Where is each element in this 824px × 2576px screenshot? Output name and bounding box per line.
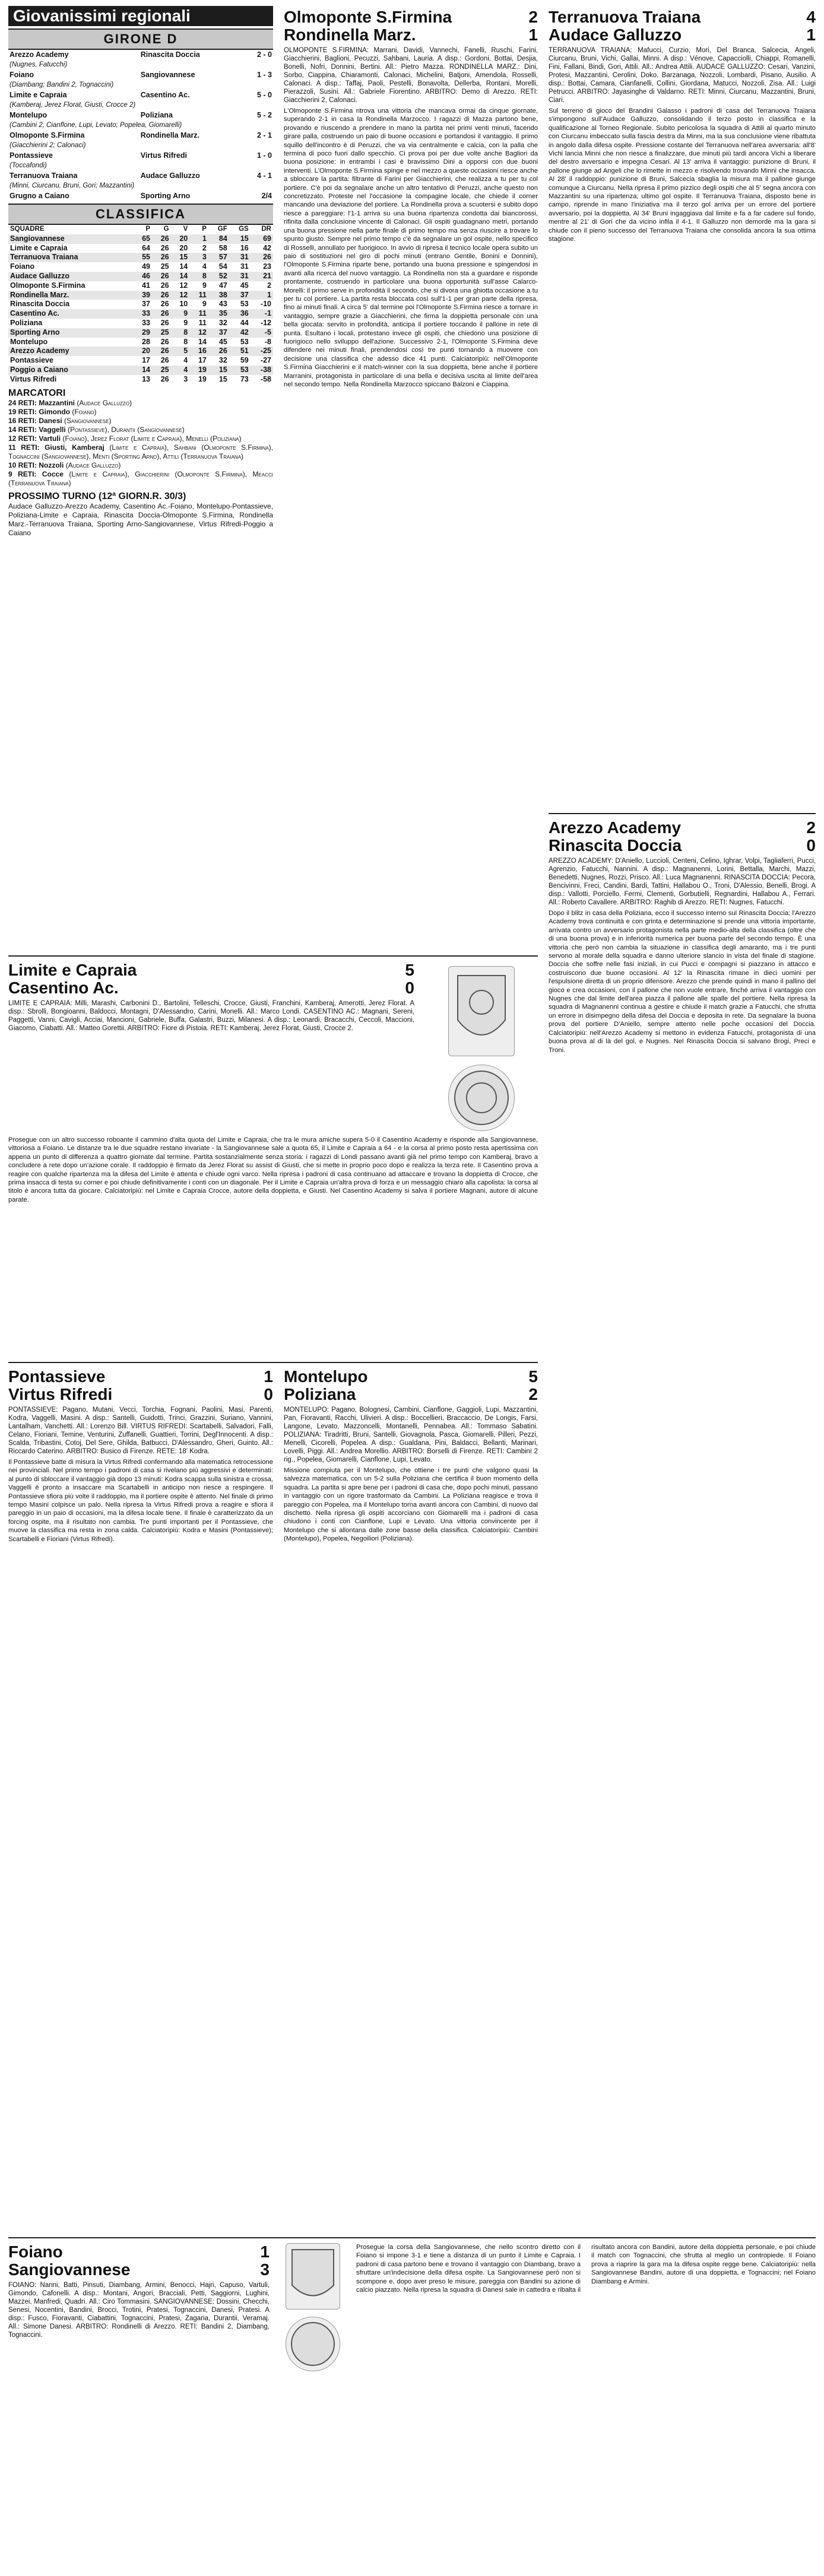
scorer-name: 16 RETI: Danesi <box>8 416 65 425</box>
standings-cell: 13 <box>142 374 150 383</box>
scorer-name: 12 RETI: Vartuli <box>8 434 63 443</box>
result-score: 2/4 <box>261 192 272 200</box>
result-scorers-row <box>8 120 273 131</box>
scorer-name: 19 RETI: Gimondo <box>8 407 72 416</box>
standings-cell: 53 <box>240 337 249 346</box>
result-scorers-row <box>8 181 273 191</box>
standings-cell: 26 <box>152 272 171 281</box>
match-title-home: Montelupo 5 <box>284 1367 538 1386</box>
standings-cell: -10 <box>260 300 271 309</box>
match-title-home: Pontassieve 1 <box>8 1367 273 1386</box>
team-crest-icon <box>448 1065 515 1131</box>
standings-cell: 49 <box>142 262 150 271</box>
standings-cell: 14 <box>198 337 207 346</box>
standings-cell: 53 <box>240 300 249 309</box>
result-home: Arezzo Academy <box>9 50 69 59</box>
standings-cell: 64 <box>142 243 150 252</box>
standings-cell: 26 <box>152 234 171 244</box>
marcatori-list <box>8 399 273 488</box>
standings-cell: 16 <box>189 347 208 356</box>
standings-cell: 69 <box>251 234 273 244</box>
standings-table <box>8 225 273 385</box>
standings-cell: 57 <box>208 253 229 262</box>
result-away: Audace Galluzzo <box>140 171 200 180</box>
result-scorers-row <box>8 60 273 70</box>
result-away: Rinascita Doccia <box>140 50 200 59</box>
scorer-line <box>8 470 273 488</box>
marcatori-title: MARCATORI <box>8 387 66 398</box>
standings-header: GF <box>217 225 227 233</box>
team-crest-icon <box>448 966 515 1056</box>
standings-cell: 3 <box>183 374 188 383</box>
match-title-away: Casentino Ac. 0 <box>8 979 414 997</box>
standings-cell: 21 <box>251 272 273 281</box>
match-title-home: Limite e Capraia 5 <box>8 961 414 979</box>
standings-cell: 11 <box>189 291 208 300</box>
standings-cell: 9 <box>202 300 207 309</box>
result-score: 1 - 3 <box>256 71 272 79</box>
standings-cell: 43 <box>218 300 227 309</box>
standings-cell: Montelupo <box>10 337 48 346</box>
scorer-line <box>8 417 273 425</box>
standings-cell: Sporting Arno <box>8 328 133 338</box>
article-montelupo <box>284 1368 538 1543</box>
standings-cell: 26 <box>160 300 169 309</box>
standings-cell: 26 <box>160 374 169 383</box>
lineup: OLMOPONTE S.FIRMINA: Marrani, Davidi, Vannechi, Fanelli, Ruschi, Farini, Giacchierini, Baglioni, Pecuzzi, Sahbani, Lauria. A disp.: Gordoni, Bottai, Desjia, Bonelli, Nofri, Donnini, Bertini. All.: Pietro Mazza. RONDINELLA MARZ.: Dini, Sorbo, Ciappina, Chiaramonti, Calonaci, Michelini, Batjoni, Amendola, Rosselli, Calonaci. A disp.: Taffaj, Paoli, Pestelli, Bonavolta, Dellerba, Rontani, Morelli, Pierazzoli, Susini. All.: Gabriele Fiorentino. ARBITRO: Demo di Arezzo. RETI: Giacchierini 2, Calonaci. <box>284 47 538 104</box>
results-table <box>8 50 273 201</box>
standings-cell: 32 <box>218 318 227 327</box>
result-row <box>8 90 273 100</box>
result-score: 1 - 0 <box>256 151 272 160</box>
standings-cell: Casentino Ac. <box>8 309 133 319</box>
article-arezzo <box>549 819 816 1054</box>
result-home: Pontassieve <box>9 151 53 160</box>
divider <box>8 1362 538 1363</box>
standings-cell: 11 <box>198 318 207 327</box>
standings-cell: 39 <box>133 291 152 300</box>
standings-cell: 1 <box>189 234 208 244</box>
result-row <box>8 110 273 120</box>
result-away: Sangiovannese <box>140 71 195 79</box>
standings-cell: 29 <box>133 328 152 338</box>
result-scorers-row <box>8 161 273 171</box>
standings-row <box>8 366 273 375</box>
standings-cell: 31 <box>229 272 251 281</box>
result-row <box>8 70 273 80</box>
standings-cell: 26 <box>160 281 169 290</box>
scorer-line <box>8 399 273 408</box>
standings-cell: Rondinella Marz. <box>8 291 133 300</box>
standings-cell: 26 <box>160 243 169 252</box>
result-home: Limite e Capraia <box>9 91 67 99</box>
standings-cell: 15 <box>171 253 190 262</box>
scorer-line <box>8 425 273 434</box>
standings-cell: Pontassieve <box>10 356 53 365</box>
lineup: PONTASSIEVE: Pagano, Mutani, Vecci, Torchia, Fognani, Paolini, Masi, Parenti, Kodra, Vaggelli, Masini. A disp.: Santelli, Guidotti, Trinci, Grazzini, Suriano, Vannini, Lantalham, Vanchetti. All.: Lorenzo Bill. VIRTUS RIFREDI: Scartabelli, Salvadori, Falli, Celano, Fioriani, Temine, Venturini, Zuffanelli, Guattieri, Torrini, Degl'Innocenti. A disp.: Scalda, Tribastini, Cotoj, Del Sere, Ghilda, Batbucci, D'Alessandro, Gheri, Guinto. All.: Riccardo Caterino. ARBITRO: Busico di Firenze. RETE: 18' Kodra. <box>8 1406 273 1455</box>
standings-cell: 5 <box>171 347 190 356</box>
standings-cell: 20 <box>133 347 152 356</box>
result-scorers-row <box>8 141 273 151</box>
standings-header-row <box>8 225 273 234</box>
standings-cell: 35 <box>208 309 229 319</box>
result-score: 5 - 0 <box>256 91 272 99</box>
standings-cell: 44 <box>240 318 249 327</box>
match-title-away: Virtus Rifredi 0 <box>8 1385 273 1403</box>
match-title-home: Terranuova Traiana 4 <box>549 8 816 26</box>
lineup: AREZZO ACADEMY: D'Aniello, Luccioli, Centeni, Celino, Ighrar, Volpi, Tagliaferri, Pucci, Agrenzio, Fatucchi, Nannini. A disp.: Magnanenni, Lorini, Bettalla, Marchi, Mazzi, Benedetti, Nugnes, Rozzi, Prisco. All.: Luca Magnanenni. RINASCITA DOCCIA: Pecora, Bencivinni, Freci, Candini, Bardi, Tattini, Hallabou O., Troni, D'Alessio, Benelli, Brogi. A disp.: Vallotti, Porciello, Fermi, Clementi, Gorbutielli, Regnardini, Hallabou A., Ferrari. All.: Roberto Cavallere. ARBITRO: Raghib di Arezzo. RETI: Nugnes, Fatucchi. <box>549 857 816 906</box>
scorer-club: (Limite e Capraia), Sahbani (Olmoponte S.Firmina), Tognaccini (Sangiovannese), Menti (Sporting Arno), Attili (Terranuova Traiana) <box>8 443 273 460</box>
standings-cell: 52 <box>208 272 229 281</box>
result-away: Rondinella Marz. <box>140 131 200 139</box>
scorer-name: 11 RETI: Giusti, Kamberaj <box>8 443 110 452</box>
match-title-home: Olmoponte S.Firmina 2 <box>284 8 538 26</box>
article-terranuova <box>549 8 816 244</box>
scorer-club: (Limite e Capraia), Giacchierini (Olmoponte S.Firmina), Meacci (Terranuova Traiana) <box>8 469 273 487</box>
standings-cell: 20 <box>171 234 190 244</box>
scorer-line <box>8 434 273 443</box>
standings-row <box>8 262 273 272</box>
standings-cell: 20 <box>179 243 188 252</box>
result-row <box>8 131 273 141</box>
match-title-home: Arezzo Academy 2 <box>549 818 816 837</box>
standings-cell: 73 <box>240 374 249 383</box>
result-scorers: (Giacchierini 2; Calonaci) <box>9 142 86 149</box>
article-foiano <box>8 2243 816 2371</box>
scorer-name: 10 RETI: Nozzoli <box>8 460 66 469</box>
story: Sul terreno di gioco del Brandini Galasso i padroni di casa del Terranuova Traiana s'impongono sull'Audace Galluzzo, consolidando il terzo posto in classifica e la qualificazione al Torneo Regionale. Subito pericolosa la squadra di Attili al quarto minuto con Ciurcanu imbeccato sulla fascia destra da Minni, ma la sua conclusione viene ribattuta in angolo dalla difesa ospite. Pressione costante del Terranuova nell'area avversaria: all'8' Vichi lancia Minni che non riesce a finalizzare, due minuti più tardi ancora Vichi a liberare del destro avversario e impegna Cesari. Al 13' arriva il vantaggio: punizione di Bruni, il pallone giunge ad Angeli che lo rimette in mezzo e risolvendo trovando Minni che insacca. Al 28' il raddoppio: punizione di Bruni, Salcecia sbaglia la misura ma il pallone giunge comunque a Ciurcanu. Nella ripresa il primo pizzico degli ospiti che al 5' segna ancora con Mazzantini su una ripartenza; ultimo gol ospite. Il Terranuova Traiana, disposto bene in campo, riprende in mano l'iniziativa ma il terzo gol arriva per un errore del portiere avversario, poi la doppietta. Al 34' Bruni ingaggiava dal limite e fa a far cadere sul fondo, mentre al 21' di Gori che da vicino infila il 4-1. Il Galluzzo non demorde ma la gara si chiude con il pieno successo del Terranuova Traiana che consolida ancora la sua ottima stagione. <box>549 107 816 243</box>
standings-cell: 33 <box>142 318 150 327</box>
standings-header: SQUADRE <box>10 225 45 233</box>
divider <box>8 955 538 957</box>
left-column <box>8 6 273 538</box>
girone-band: GIRONE D <box>8 28 273 50</box>
standings-cell: 28 <box>142 337 150 346</box>
standings-cell: 14 <box>171 272 190 281</box>
result-score: 2 - 0 <box>256 50 272 59</box>
standings-cell: 31 <box>240 262 249 271</box>
standings-cell: 84 <box>208 234 229 244</box>
standings-cell: 2 <box>267 281 271 290</box>
standings-row <box>8 328 273 338</box>
standings-cell: 4 <box>171 366 190 375</box>
standings-cell: 37 <box>229 291 251 300</box>
standings-cell: Arezzo Academy <box>8 347 133 356</box>
result-row <box>8 171 273 181</box>
standings-cell: 17 <box>198 356 207 365</box>
lineup: FOIANO: Nanni, Batti, Pinsuti, Diambang, Armini, Benocci, Hajri, Capuso, Vartuli, Gimondo, Cafonelli. A disp.: Montani, Angori, Bracciali, Petti, Saggiorni, Lughini, Mazzei, Manfredi, Quadri. All.: Ciro Tommasini. SANGIOVANNESE: Dossini, Checchi, Senesi, Nocentini, Bandini, Brocci, Trotini, Pratesi, Tognaccini, Danesi, Pratesi. A disp.: Fusco, Fioravanti, Ciabattini, Tognaccini, Pratesi, Zagaria, Durantii, Veramaj. All.: Simone Danesi. ARBITRO: Rondinelli di Arezzo. RETI: Bandini 2, Diambang, Tognaccini. <box>8 2282 270 2339</box>
standings-cell: 47 <box>218 281 227 290</box>
scorer-club: (Audace Galluzzo) <box>77 398 132 407</box>
team-crest-icon <box>286 2243 340 2310</box>
standings-cell: 54 <box>218 262 227 271</box>
standings-cell: -58 <box>260 374 271 383</box>
match-title-home: Foiano 1 <box>8 2243 270 2261</box>
scorer-club: (Foiano) <box>72 407 97 416</box>
standings-cell: 41 <box>142 281 150 290</box>
standings-cell: 33 <box>133 309 152 319</box>
standings-cell: 4 <box>183 356 188 365</box>
standings-cell: 55 <box>133 253 152 262</box>
match-title-away: Poliziana 2 <box>284 1385 538 1403</box>
standings-row <box>8 300 273 309</box>
result-row <box>8 151 273 161</box>
story: Missione compiuta per il Montelupo, che ottiene i tre punti che valgono quasi la salvezza matematica, con un 5-2 sulla Poliziana che certifica il buon momento della squadra. La partita si apre bene per i padroni di casa che, dopo pochi minuti, passano in vantaggio con un rigore trasformato da Cambini. La Poliziana reagisce e trova il pareggio con Popelea, ma il Montelupo torna avanti ancora con Cambini, di nuovo dal dischetto. Nella ripresa gli ospiti accorciano con Giomarelli ma i padroni di casa chiudono i conti con Cianflone, Lupi e Levato. Una vittoria convincente per il Montelupo che si allontana dalle zone basse della classifica. Calciatoripiù: Cambini (Montelupo), Popelea, Negoiliori (Poliziana). <box>284 1467 538 1543</box>
scorer-club: (Sangiovannese) <box>64 416 112 425</box>
result-home: Foiano <box>9 71 34 79</box>
standings-cell: Poggio a Caiano <box>8 366 133 375</box>
standings-cell: Poliziana <box>10 318 43 327</box>
standings-cell: 26 <box>152 347 171 356</box>
standings-cell: 26 <box>152 291 171 300</box>
lineup: TERRANUOVA TRAIANA: Mafucci, Curzio, Mori, Del Branca, Salcecia, Angeli, Ciurcanu, Bruni, Vichi, Gallai, Minni. A disp.: Vénove, Capacciolli, Chiappi, Romanelli, Fini, Fallani, Bindi, Gori, Attili. All.: Andrea Attili. AUDACE GALLUZZO: Cesari, Vanzini, Protesi, Mazzantini, Cerolini, Doko, Barzanaga, Nozzoli, Lombardi, Pisano, Ausilio. A disp.: Bottai, Camara, Cianfanelli, Collini, Giordana, Matucci, Nozzoli, Zisa. All.: Luigi Petrucci. ARBITRO: Jayasinghe di Valdarno. RETI: Minni, Ciurcanu, Mazzantini, Bruni, Ciari. <box>549 47 816 104</box>
standings-cell: 17 <box>142 356 150 365</box>
result-scorers-row <box>8 100 273 110</box>
result-row <box>8 191 273 201</box>
match-title-away: Rinascita Doccia 0 <box>549 836 816 855</box>
match-title-away: Rondinella Marz. 1 <box>284 26 538 44</box>
standings-row <box>8 291 273 300</box>
standings-cell: Sangiovannese <box>8 234 133 244</box>
result-away: Sporting Arno <box>140 192 191 200</box>
standings-cell: 37 <box>142 300 150 309</box>
standings-cell: 38 <box>208 291 229 300</box>
standings-cell: 9 <box>202 281 207 290</box>
standings-cell: 37 <box>208 328 229 338</box>
standings-cell: -12 <box>260 318 271 327</box>
scorer-club: (Foiano), Jerez Florat (Limite e Capraia), Menelli (Poliziana) <box>62 434 242 443</box>
standings-cell: Terranuova Traiana <box>8 253 133 262</box>
standings-cell: 1 <box>251 291 273 300</box>
standings-cell: 25 <box>152 328 171 338</box>
standings-cell: 46 <box>133 272 152 281</box>
standings-cell: 25 <box>152 366 171 375</box>
article-limite <box>8 961 538 1204</box>
standings-cell: 32 <box>218 356 227 365</box>
standings-cell: -8 <box>264 337 271 346</box>
standings-cell: -25 <box>251 347 273 356</box>
lineup: LIMITE E CAPRAIA: Milli, Marashi, Carbonini D., Bartolini, Telleschi, Crocce, Giusti, Franchini, Kamberaj, Amerotti, Jerez Florat. A disp.: Sbrolli, Bongioanni, Baldocci, Montagni, D'Alessandro, Carini, Monelli. All.: Marco Londi. CASENTINO AC.: Magnani, Sereni, Paggetti, Vanni, Cavigli, Acciai, Mancioni, Gabriele, Buffa, Galastri, Buzzi, Milanesi. A disp.: Leonardi, Bracacchi, Ceccoli, Maccioni, Giacomo, Ciabatti. All.: Matteo Gorettii. ARBITRO: Fiore di Pistoia. RETI: Kamberaj, Jerez Florat, Giusti, Crocce 2. <box>8 1000 414 1032</box>
standings-row <box>8 338 273 347</box>
standings-cell: -1 <box>251 309 273 319</box>
standings-cell: 2 <box>202 243 207 252</box>
result-scorers: (Diambang; Bandini 2, Tognaccini) <box>9 81 114 88</box>
standings-cell: 12 <box>179 281 188 290</box>
story: L'Olmoponte S.Firmina ritrova una vittoria che mancava ormai da cinque giornate, superando 2-1 in casa la Rondinella Marzocco. I ragazzi di Mazza partono bene, provando e riuscendo a prendere in mano la partita nei primi venti minuti, facendo girare palla, costruendo un paio di buone occasioni e portandosi il vantaggio. Il primo squillo dell'incontro è di Peruzzi, che va via centralmente e calcia, con la palla che termina di poco fuori dallo specchio. Ci prova poi per due volte anche Bagliori da buona posizione: in entrambi i casi è bravissimo Dini a opporsi con due buoni interventi. L'Olmoponte S.Firmina spinge e nel mezzo a queste occasioni riesce anche a sbloccare la partita: filtrante di Farini per Giacchierini, che realizza a tu per tu col portiere. C'è poi da segnalare anche un altro tentativo di Peruzzi, anche questo non concretizzato. Proteste nel l'occasione la compagine locale, che chiede il corner mancando una deviazione del portiere. La Rondinella prova a scuotersi e subito dopo riesce a pareggiare: l'1-1 arriva su una buona ripartenza condotta dai biancorossi, rifinita dalla conclusione vincente di Calonaci. Gli ospiti guadagnano metri, portando una buona pressione nella parte finale di primo tempo ma senza riuscire a trovare lo spunto giusto. Sempre nel primo tempo c'è da segnalare un gol ospite, nello specifico di Rosselli, annullato per fuorigioco. In avvio di ripresa il tecnico locale opera subito un paio di sostituzioni nel giro di pochi minuti (entrano Gentile, Bonini e Donnini), l'Olmoponte S.Firmina riparte bene, portando una buona pressione e spingendosi in avanti alla ricerca del nuovo vantaggio. La Rondinella non sta a guardare e risponde prontamente, costruendo in particolare una buona opportunità sull'asse Calarco-Morelli: il primo serve in profondità il secondo, che si divora una ghiotta occasione a tu per tu col portiere. La partita resta bloccata così sull'1-1 per gran parte della ripresa, fino ai minuti finali. A circa 5' dal termine poi l'Olmoponte S.Firmina riesce a tornare in vantaggio, sempre grazie a Giacchierini, che firma la doppietta personale con una bella giocata: servito in profondità, anticipa il portiere toccando il pallone in rete di punta. Esultano i locali, protestano invece gli ospiti, che chiedono una posizione di fuorigioco nello sviluppo dell'azione. Successivo 2-1, l'Olmoponte S.Firmina deve difendere nei minuti finali, prendendosi così tre punti tornando a muovere con decisione una classifica che adesso dice 41 punti. Calciatoripiù: nell'Olmoponte S.Firmina Giacchierini e il match-winner con la sua doppietta, bene anche il portiere Marranini, protagonista in particolare di una bella e decisiva uscita al limite dell'area nel secondo tempo. Nella Rondinella Marzocco spiccano Balzoni e Ciappina. <box>284 107 538 388</box>
standings-cell: 26 <box>152 253 171 262</box>
standings-cell: 11 <box>189 309 208 319</box>
standings-cell: Limite e Capraia <box>10 243 68 252</box>
result-scorers: (Minni, Ciurcanu, Bruni, Gori; Mazzantini) <box>9 182 135 189</box>
team-crest-icon <box>286 2317 340 2371</box>
standings-cell: 26 <box>160 318 169 327</box>
result-scorers: (Kamberaj, Jerez Florat, Giusti, Crocce 2) <box>9 101 136 109</box>
standings-cell: 36 <box>229 309 251 319</box>
story: Dopo il blitz in casa della Poliziana, ecco il successo interno sul Rinascita Doccia: l'Arezzo Academy trova continuità e con grinta e determinazione si prende una vittoria importante, arrivata contro un avversario protagonista nella parte medio-alta della classifica (oltre che di una buona prova) e in inferiorità numerica per buona parte del secondo tempo. È una vittoria che però non cambia la situazione in classifica degli amaranto, ma i tre punti servono al morale della squadra e danno ulteriore slancio in vista del finale di stagione. Doccia che soffre nelle fasi iniziali, in cui Pucci e compagni si piazzano in attacco e costruiscono due buone occasioni. Al 12' la Rinascita rimane in dieci uomini per l'espulsione diretta di un proprio difensore. Arezzo che prende quindi in mano il pallino del gioco e crea occasioni, con il pallone che non vuole entrare, finché arriva il vantaggio con Nugnes che dal limite dell'area piazza il pallone alle spalle del portiere. Nella ripresa la squadra di Magnanenni continua a gestire e chiude il match grazie a Fatucchi, che sfrutta un errore in disimpegno della difesa del Doccia e deposita in rete. Da segnalare la buona prova del portiere D'Aniello, sempre attento nelle poche occasioni del Doccia. Calciatoripiù: nell'Arezzo Academy si mettono in evidenza Fatucchi, protagonista di una buona prova al di là del gol, e Nugnes. Nel Rinascita Doccia si salvano Brogi, Preci e Troni. <box>549 910 816 1054</box>
story: Prosegue la corsa della Sangiovannese, che nello scontro diretto con il Foiano si impone 3-1 e tiene a distanza di un punto il Limite e Capraia. I padroni di casa partono bene e trovano il vantaggio con Diambang, bravo a sfruttare un'indecisione della difesa ospite. La Sangiovannese però non si scompone e, dopo aver preso le misure, pareggia con Bandini su azione di calcio piazzato. Nella ripresa la squadra di Danesi sale in cattedra e ribalta il risultato ancora con Bandini, autore della doppietta personale, e poi chiude il match con Tognaccini, che sfrutta al meglio un contropiede. Il Foiano prova a riaprire la gara ma la difesa ospite regge bene. Calciatoripiù: nella Sangiovannese Bandini, autore di una doppietta, e Tognaccini; nel Foiano Diambang e Armini. <box>356 2244 816 2294</box>
standings-cell: 9 <box>171 309 190 319</box>
standings-header: P <box>202 225 207 233</box>
result-home: Terranuova Traiana <box>9 171 78 180</box>
classifica-band: CLASSIFICA <box>8 204 273 225</box>
standings-cell: 12 <box>171 291 190 300</box>
standings-cell: 26 <box>160 337 169 346</box>
story: Prosegue con un altro successo roboante il cammino d'alta quota del Limite e Capraia, che tra le mura amiche supera 5-0 il Casentino Academy e risponde alla Sangiovannese, vittoriosa a Foiano. Le distanze tra le due squadre restano invariate - la Sangiovannese sale a quota 65, il Limite e Capraia a 64 - e la corsa al primo posto resta apertissima con appena un punto di differenza a quattro giornate dal termine. Partita sostanzialmente senza storia: i ragazzi di Londi passano avanti già nel primo tempo con Kamberaj, bravo a concludere a rete dopo un'azione corale. Il raddoppio è firmato da Jerez Florat su assist di Giusti, che si mette in proprio poco dopo e realizza la terza rete. Il Casentino prova a reagire con qualche ripartenza ma la difesa del Limite è attenta e chiude ogni varco. Nella ripresa i padroni di casa continuano ad attaccare e trovano la doppietta di Crocce, che prima insacca di testa su corner e poi chiude definitivamente i conti con un diagonale. Per il Limite e Capraia un'altra prova di forza e un messaggio chiaro alla capolista: la corsa al titolo è ancora tutta da giocare. Calciatoripiù: nel Limite e Capraia Crocce, autore della doppietta, e Giusti. Nel Casentino Academy si salva il portiere Magnani, autore di alcune parate. <box>8 1136 538 1203</box>
scorer-name: 14 RETI: Vaggelli <box>8 425 68 434</box>
result-row <box>8 50 273 60</box>
divider <box>549 813 816 814</box>
standings-row <box>8 309 273 319</box>
standings-cell: 14 <box>133 366 152 375</box>
result-away: Casentino Ac. <box>140 91 190 99</box>
standings-cell: Olmoponte S.Firmina <box>10 281 85 290</box>
standings-cell: 15 <box>229 234 251 244</box>
standings-row <box>8 281 273 291</box>
article-pontassieve <box>8 1368 273 1543</box>
standings-header: G <box>163 225 169 233</box>
story: Il Pontassieve batte di misura la Virtus Rifredi confermando alla matematica retrocessione nei provinciali. Nel primo tempo i padroni di casa si rivelano più aggressivi e determinati: al punto di sbloccare il vantaggio già dopo 13 minuti: Kodra scappa sulla sinistra e crossa, Vaggelli è pronto a insaccare ma Scartabelli in anticipo non riesce a respingere. Il Pontassieve sfiora più volte il raddoppio, ma il portiere ospite è attento. Nel finale di primo tempo Masini colpisce un palo. Nella ripresa la Virtus Rifredi prova a reagire e sfiora il pareggio in un paio di occasioni, ma la difesa locale tiene. Il finale è caratterizzato da un forcing ospite, ma il risultato non cambia. Tre punti importanti per il Pontassieve, che muove la classifica ma resta in zona calda. Calciatoripiù: Kodra e Masini (Pontassieve); Scartabelli e Fioriani (Virtus Rifredi). <box>8 1459 273 1543</box>
scorer-name: 24 RETI: Mazzantini <box>8 398 77 407</box>
result-away: Virtus Rifredi <box>140 151 187 160</box>
result-score: 4 - 1 <box>256 171 272 180</box>
standings-cell: 12 <box>189 328 208 338</box>
standings-header: GS <box>239 225 249 233</box>
standings-row <box>8 356 273 366</box>
lineup: MONTELUPO: Pagano, Bolognesi, Cambini, Cianflone, Gaggioli, Lupi, Mazzantini, Pan, Fioravanti, Racchi, Ulivieri. A disp.: Boccellieri, Braccaccio, De Longis, Farsi, Langone, Levato, Mazzoncelli, Montanelli, Pennabea. All.: Tommaso Sabatini. POLIZIANA: Tiradritti, Bruni, Santelli, Giovagnola, Pasca, Giomarelli, Pilleri, Pezzi, Menelli, Cicorelli, Popelea. A disp.: Gualdana, Pini, Baldacci, Bellanti, Marinari, Lovelli, Piggi. All.: Andrea Morellio. ARBITRO: Borselli di Firenze. RETI: Cambini 2 rig., Popelea, Giomarelli, Cianflone, Lupi, Levato. <box>284 1406 538 1463</box>
standings-cell: 26 <box>251 253 273 262</box>
result-scorers-row <box>8 80 273 90</box>
standings-row <box>8 375 273 385</box>
standings-cell: Audace Galluzzo <box>8 272 133 281</box>
standings-cell: 53 <box>229 366 251 375</box>
standings-cell: 10 <box>179 300 188 309</box>
standings-cell: 42 <box>229 328 251 338</box>
standings-cell: 4 <box>202 262 207 271</box>
standings-cell: 25 <box>160 262 169 271</box>
standings-cell: 19 <box>189 366 208 375</box>
result-score: 5 - 2 <box>256 111 272 119</box>
result-home: Olmoponte S.Firmina <box>9 131 85 139</box>
standings-cell: -27 <box>260 356 271 365</box>
result-scorers: (Nugnes, Fatucchi) <box>9 61 68 68</box>
match-title-away: Sangiovannese 3 <box>8 2260 270 2279</box>
standings-header: P <box>145 225 150 233</box>
standings-cell: 51 <box>229 347 251 356</box>
article-olmoponte <box>284 8 538 389</box>
standings-cell: 26 <box>152 309 171 319</box>
prossimo-text: Audace Galluzzo-Arezzo Academy, Casentino Ac.-Foiano, Montelupo-Pontassieve, Poliziana-Limite e Capraia, Rinascita Doccia-Olmoponte S.Firmina, Rondinella Marz.-Terranuova Traiana, Sporting Arno-Sangiovannese, Virtus Rifredi-Poggio a Caiano <box>8 502 273 538</box>
standings-cell: 31 <box>229 253 251 262</box>
standings-cell: -38 <box>251 366 273 375</box>
standings-row <box>8 272 273 281</box>
standings-row <box>8 234 273 244</box>
section-header: Giovanissimi regionali <box>8 6 273 26</box>
result-home: Montelupo <box>9 111 47 119</box>
result-score: 2 - 1 <box>256 131 272 139</box>
match-title-away: Audace Galluzzo 1 <box>549 26 816 44</box>
standings-row <box>8 319 273 328</box>
standings-cell: 45 <box>240 281 249 290</box>
standings-cell: 8 <box>183 337 188 346</box>
scorer-line <box>8 443 273 461</box>
prossimo-title: PROSSIMO TURNO (12ª GIORN.R. 30/3) <box>8 491 186 501</box>
scorer-club: (Audace Galluzzo) <box>65 460 121 469</box>
standings-cell: 15 <box>218 374 227 383</box>
scorer-club: (Pontassieve), Durantii (Sangiovannese) <box>68 425 185 434</box>
standings-header: DR <box>261 225 271 233</box>
result-home: Grugno a Caiano <box>9 192 69 200</box>
scorer-name: 9 RETI: Cocce <box>8 469 69 478</box>
standings-cell: 26 <box>208 347 229 356</box>
standings-cell: 9 <box>183 318 188 327</box>
standings-cell: 8 <box>171 328 190 338</box>
standings-header: V <box>183 225 188 233</box>
standings-cell: 26 <box>160 356 169 365</box>
standings-cell: 42 <box>263 243 271 252</box>
standings-cell: 58 <box>218 243 227 252</box>
scorer-line <box>8 408 273 417</box>
standings-cell: 14 <box>179 262 188 271</box>
standings-cell: 16 <box>240 243 249 252</box>
standings-row <box>8 244 273 253</box>
result-scorers: (Toccafondi) <box>9 162 47 169</box>
scorer-line <box>8 461 273 470</box>
standings-cell: 8 <box>189 272 208 281</box>
result-scorers: (Cambini 2, Cianflone, Lupi, Levato; Popelea, Giomarelli) <box>9 122 182 129</box>
standings-cell: 3 <box>189 253 208 262</box>
standings-cell: 59 <box>240 356 249 365</box>
standings-row <box>8 253 273 262</box>
standings-cell: 45 <box>218 337 227 346</box>
standings-cell: 23 <box>263 262 271 271</box>
standings-cell: -5 <box>251 328 273 338</box>
standings-cell: 15 <box>208 366 229 375</box>
standings-cell: 65 <box>133 234 152 244</box>
divider <box>8 2237 816 2238</box>
standings-cell: Rinascita Doccia <box>10 300 70 309</box>
result-away: Poliziana <box>140 111 173 119</box>
standings-cell: Virtus Rifredi <box>10 374 57 383</box>
standings-cell: Foiano <box>10 262 34 271</box>
standings-row <box>8 347 273 356</box>
standings-cell: 19 <box>198 374 207 383</box>
